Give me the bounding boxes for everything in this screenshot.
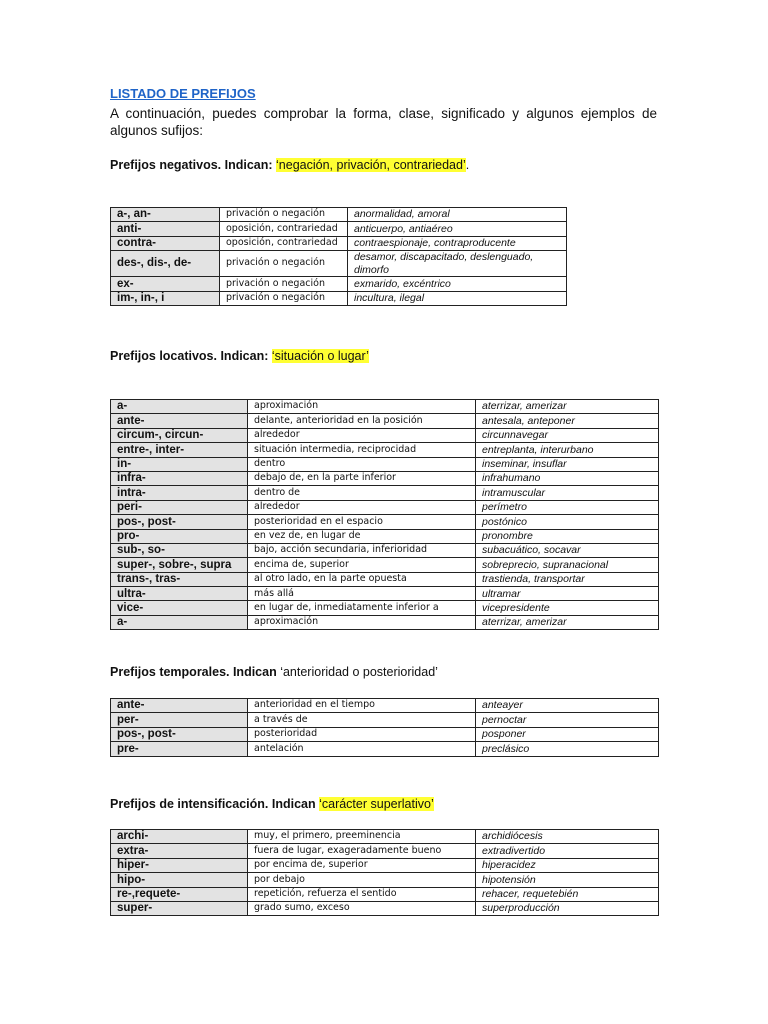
table-row: [111, 529, 659, 543]
meaning-cell: privación o negación: [220, 277, 348, 291]
section-heading-temporales: [110, 663, 438, 681]
prefix-cell: per-: [111, 713, 248, 727]
prefix-cell: re-,requete-: [111, 887, 248, 901]
examples-cell: anteayer: [476, 699, 659, 713]
table-row: [111, 699, 659, 713]
table-prefijos-locativos: [110, 399, 659, 630]
meaning-cell: grado sumo, exceso: [248, 901, 476, 915]
prefix-cell: in-: [111, 457, 248, 471]
examples-cell: hiperacidez: [476, 858, 659, 872]
table-row: [111, 515, 659, 529]
examples-cell: circunnavegar: [476, 428, 659, 442]
prefix-cell: pre-: [111, 742, 248, 756]
meaning-cell: situación intermedia, reciprocidad: [248, 443, 476, 457]
table-row: [111, 291, 567, 305]
prefix-cell: intra-: [111, 486, 248, 500]
prefix-cell: vice-: [111, 601, 248, 615]
meaning-cell: privación o negación: [220, 251, 348, 277]
meaning-cell: posterioridad: [248, 727, 476, 741]
examples-cell: vicepresidente: [476, 601, 659, 615]
table-row: [111, 587, 659, 601]
examples-cell: aterrizar, amerizar: [476, 615, 659, 629]
section-heading-label: Prefijos negativos. Indican:: [110, 158, 273, 172]
section-heading-tail: .: [465, 158, 470, 172]
table-row: [111, 873, 659, 887]
table-row: [111, 901, 659, 915]
meaning-cell: delante, anterioridad en la posición: [248, 414, 476, 428]
meaning-cell: antelación: [248, 742, 476, 756]
table-prefijos-intensificacion: [110, 829, 659, 916]
prefix-cell: pro-: [111, 529, 248, 543]
examples-cell: perímetro: [476, 500, 659, 514]
table-row: [111, 443, 659, 457]
section-heading-tail: ‘anterioridad o posterioridad’: [276, 665, 438, 679]
examples-cell: trastienda, transportar: [476, 572, 659, 586]
examples-cell: desamor, discapacitado, deslenguado, dimorfo: [348, 251, 567, 277]
table-row: [111, 858, 659, 872]
meaning-cell: al otro lado, en la parte opuesta: [248, 572, 476, 586]
table-row: [111, 486, 659, 500]
table-prefijos-negativos: [110, 207, 567, 306]
table-row: [111, 457, 659, 471]
table-row: [111, 558, 659, 572]
examples-cell: pronombre: [476, 529, 659, 543]
meaning-cell: dentro: [248, 457, 476, 471]
meaning-cell: aproximación: [248, 400, 476, 414]
examples-cell: ultramar: [476, 587, 659, 601]
meaning-cell: anterioridad en el tiempo: [248, 699, 476, 713]
examples-cell: anticuerpo, antiaéreo: [348, 222, 567, 236]
meaning-cell: posterioridad en el espacio: [248, 515, 476, 529]
table-row: [111, 236, 567, 250]
table-row: [111, 727, 659, 741]
meaning-cell: por encima de, superior: [248, 858, 476, 872]
meaning-cell: debajo de, en la parte inferior: [248, 471, 476, 485]
section-heading-highlight: ‘negación, privación, contrariedad’: [276, 158, 466, 172]
prefix-cell: super-, sobre-, supra: [111, 558, 248, 572]
table-prefijos-temporales: [110, 698, 659, 757]
prefix-cell: pos-, post-: [111, 515, 248, 529]
section-heading-highlight: ‘carácter superlativo’: [319, 797, 434, 811]
meaning-cell: repetición, refuerza el sentido: [248, 887, 476, 901]
examples-cell: entreplanta, interurbano: [476, 443, 659, 457]
meaning-cell: más allá: [248, 587, 476, 601]
prefix-cell: infra-: [111, 471, 248, 485]
examples-cell: subacuático, socavar: [476, 543, 659, 557]
section-heading-negativos: [110, 156, 469, 174]
meaning-cell: oposición, contrariedad: [220, 222, 348, 236]
table-row: [111, 428, 659, 442]
meaning-cell: a través de: [248, 713, 476, 727]
intro-paragraph: A continuación, puedes comprobar la forma, clase, significado y algunos ejemplos de algunos sufijos:: [110, 106, 657, 138]
examples-cell: extradivertido: [476, 844, 659, 858]
meaning-cell: dentro de: [248, 486, 476, 500]
table-row: [111, 844, 659, 858]
meaning-cell: en vez de, en lugar de: [248, 529, 476, 543]
table-row: [111, 742, 659, 756]
examples-cell: anormalidad, amoral: [348, 208, 567, 222]
table-row: [111, 601, 659, 615]
meaning-cell: privación o negación: [220, 291, 348, 305]
examples-cell: aterrizar, amerizar: [476, 400, 659, 414]
examples-cell: intramuscular: [476, 486, 659, 500]
table-row: [111, 713, 659, 727]
meaning-cell: fuera de lugar, exageradamente bueno: [248, 844, 476, 858]
examples-cell: antesala, anteponer: [476, 414, 659, 428]
prefix-cell: peri-: [111, 500, 248, 514]
prefix-cell: sub-, so-: [111, 543, 248, 557]
section-heading-locativos: [110, 347, 369, 365]
prefix-cell: anti-: [111, 222, 220, 236]
meaning-cell: bajo, acción secundaria, inferioridad: [248, 543, 476, 557]
prefix-cell: archi-: [111, 830, 248, 844]
table-row: [111, 251, 567, 277]
prefix-cell: ultra-: [111, 587, 248, 601]
table-row: [111, 887, 659, 901]
table-row: [111, 543, 659, 557]
prefix-cell: contra-: [111, 236, 220, 250]
meaning-cell: privación o negación: [220, 208, 348, 222]
meaning-cell: muy, el primero, preeminencia: [248, 830, 476, 844]
examples-cell: rehacer, requetebién: [476, 887, 659, 901]
examples-cell: archidiócesis: [476, 830, 659, 844]
meaning-cell: alrededor: [248, 500, 476, 514]
examples-cell: inseminar, insuflar: [476, 457, 659, 471]
prefix-cell: entre-, inter-: [111, 443, 248, 457]
examples-cell: infrahumano: [476, 471, 659, 485]
prefix-cell: a-: [111, 615, 248, 629]
section-heading-intensificacion: [110, 795, 434, 813]
prefix-cell: trans-, tras-: [111, 572, 248, 586]
prefix-cell: ex-: [111, 277, 220, 291]
examples-cell: exmarido, excéntrico: [348, 277, 567, 291]
prefix-cell: ante-: [111, 414, 248, 428]
examples-cell: superproducción: [476, 901, 659, 915]
meaning-cell: alrededor: [248, 428, 476, 442]
examples-cell: contraespionaje, contraproducente: [348, 236, 567, 250]
examples-cell: pernoctar: [476, 713, 659, 727]
table-row: [111, 400, 659, 414]
table-row: [111, 615, 659, 629]
table-row: [111, 277, 567, 291]
examples-cell: postónico: [476, 515, 659, 529]
examples-cell: incultura, ilegal: [348, 291, 567, 305]
table-row: [111, 208, 567, 222]
table-row: [111, 471, 659, 485]
prefix-cell: im-, in-, i: [111, 291, 220, 305]
meaning-cell: oposición, contrariedad: [220, 236, 348, 250]
prefix-cell: pos-, post-: [111, 727, 248, 741]
prefix-cell: a-: [111, 400, 248, 414]
table-row: [111, 500, 659, 514]
prefix-cell: circum-, circun-: [111, 428, 248, 442]
meaning-cell: en lugar de, inmediatamente inferior a: [248, 601, 476, 615]
table-row: [111, 222, 567, 236]
examples-cell: posponer: [476, 727, 659, 741]
table-row: [111, 830, 659, 844]
prefix-cell: super-: [111, 901, 248, 915]
examples-cell: sobreprecio, supranacional: [476, 558, 659, 572]
section-heading-label: Prefijos locativos. Indican:: [110, 349, 269, 363]
page-title: LISTADO DE PREFIJOS: [110, 86, 256, 101]
section-heading-label: Prefijos temporales. Indican: [110, 665, 277, 679]
table-row: [111, 414, 659, 428]
section-heading-highlight: ‘situación o lugar’: [271, 349, 369, 363]
prefix-cell: a-, an-: [111, 208, 220, 222]
examples-cell: hipotensión: [476, 873, 659, 887]
examples-cell: preclásico: [476, 742, 659, 756]
meaning-cell: encima de, superior: [248, 558, 476, 572]
meaning-cell: por debajo: [248, 873, 476, 887]
section-heading-label: Prefijos de intensificación. Indican: [110, 797, 316, 811]
prefix-cell: hipo-: [111, 873, 248, 887]
prefix-cell: des-, dis-, de-: [111, 251, 220, 277]
prefix-cell: ante-: [111, 699, 248, 713]
prefix-cell: extra-: [111, 844, 248, 858]
meaning-cell: aproximación: [248, 615, 476, 629]
table-row: [111, 572, 659, 586]
prefix-cell: hiper-: [111, 858, 248, 872]
